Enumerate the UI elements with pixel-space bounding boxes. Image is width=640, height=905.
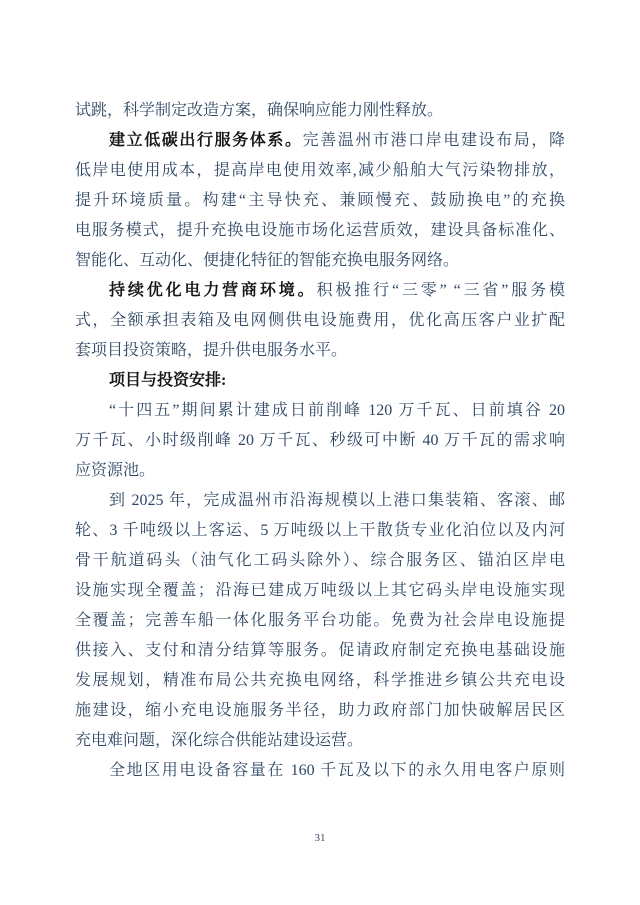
text-segment: 骨干航道码头（油气化工码头除外）、综合服务区、锚泊区岸电 (75, 552, 565, 569)
text-segment: 到 2025 年，完成温州市沿海规模以上港口集装箱、客滚、邮 (109, 492, 565, 509)
text-line (75, 456, 565, 486)
bold-text-segment: 建立低碳出行服务体系。 (109, 132, 303, 149)
text-segment: 万千瓦、小时级削峰 20 万千瓦、秒级可中断 40 万千瓦的需求响 (75, 432, 565, 449)
text-line (75, 156, 565, 186)
text-segment: 充电难问题，深化综合供能站建设运营。 (75, 732, 364, 749)
text-line (75, 366, 565, 396)
text-line (75, 186, 565, 216)
bold-text-segment: 项目与投资安排: (109, 372, 227, 389)
text-segment: 设施实现全覆盖；沿海已建成万吨级以上其它码头岸电设施实现 (75, 582, 565, 599)
text-line (75, 516, 565, 546)
text-segment: 应资源池。 (75, 462, 156, 479)
text-segment: 试跳，科学制定改造方案，确保响应能力刚性释放。 (75, 102, 444, 119)
text-line (75, 96, 565, 126)
text-line (75, 636, 565, 666)
page-number: 31 (314, 832, 326, 844)
text-segment: 式，全额承担表箱及电网侧供电设施费用，优化高压客户业扩配 (75, 312, 565, 329)
text-line (75, 396, 565, 426)
text-line (75, 126, 565, 156)
text-segment: 完善温州市港口岸电建设布局，降 (302, 132, 565, 149)
document-body (75, 96, 565, 786)
bold-text-segment: 持续优化电力营商环境。 (109, 282, 317, 299)
text-segment: 全地区用电设备容量在 160 千瓦及以下的永久用电客户原则 (109, 762, 565, 779)
text-line (75, 696, 565, 726)
text-line (75, 726, 565, 756)
text-segment: 施建设，缩小充电设施服务半径，助力政府部门加快破解居民区 (75, 702, 565, 719)
text-segment: 提升环境质量。构建“主导快充、兼顾慢充、鼓励换电”的充换 (75, 192, 565, 209)
text-line (75, 546, 565, 576)
text-line (75, 276, 565, 306)
text-line (75, 336, 565, 366)
text-segment: 低岸电使用成本，提高岸电使用效率,减少船舶大气污染物排放， (75, 162, 565, 179)
text-line (75, 666, 565, 696)
text-line (75, 486, 565, 516)
text-line (75, 426, 565, 456)
text-segment: 轮、3 千吨级以上客运、5 万吨级以上干散货专业化泊位以及内河 (75, 522, 565, 539)
text-line (75, 576, 565, 606)
text-segment: “十四五”期间累计建成日前削峰 120 万千瓦、日前填谷 20 (109, 402, 565, 419)
text-segment: 全覆盖；完善车船一体化服务平台功能。免费为社会岸电设施提 (75, 612, 565, 629)
text-line (75, 246, 565, 276)
text-segment: 套项目投资策略，提升供电服务水平。 (75, 342, 348, 359)
text-line (75, 606, 565, 636)
text-segment: 智能化、互动化、便捷化特征的智能充换电服务网络。 (75, 252, 460, 269)
text-segment: 供接入、支付和清分结算等服务。促请政府制定充换电基础设施 (75, 642, 565, 659)
text-line (75, 216, 565, 246)
text-line (75, 306, 565, 336)
text-segment: 发展规划，精准布局公共充换电网络，科学推进乡镇公共充电设 (75, 672, 565, 689)
text-segment: 电服务模式，提升充换电设施市场化运营质效，建设具备标准化、 (75, 222, 565, 239)
text-line (75, 756, 565, 786)
text-segment: 积极推行“三零” “三省”服务模 (316, 282, 565, 299)
